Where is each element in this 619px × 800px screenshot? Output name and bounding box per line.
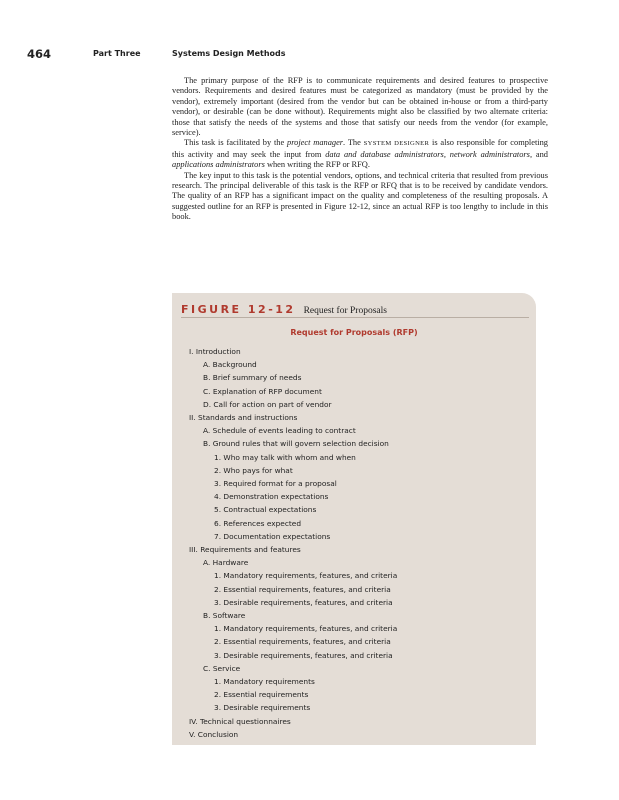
page-number: 464 — [27, 47, 52, 61]
p2-text-e: when writing the RFP or RFQ. — [264, 160, 370, 170]
role-project-manager: project manager — [287, 138, 344, 148]
figure-box — [172, 293, 536, 745]
outline-item: 2. Essential requirements, features, and criteria — [214, 637, 391, 647]
outline-item: C. Service — [203, 663, 241, 673]
part-label: Part Three — [93, 49, 141, 58]
outline-item: A. Hardware — [203, 558, 249, 568]
outline-item: 2. Essential requirements, features, and criteria — [214, 584, 391, 594]
figure-divider — [181, 317, 529, 318]
figure-title: Request for Proposals — [303, 306, 387, 316]
figure-number: FIGURE 12-12 — [181, 303, 296, 316]
outline-item: 1. Who may talk with whom and when — [214, 452, 356, 462]
outline-item: 2. Who pays for what — [214, 465, 293, 475]
outline-item: 3. Desirable requirements, features, and criteria — [214, 597, 393, 607]
section-title: Systems Design Methods — [172, 49, 286, 58]
outline-item: I. Introduction — [189, 347, 241, 356]
outline-item: II. Standards and instructions — [189, 413, 298, 423]
rfp-outline — [172, 345, 536, 741]
p2-text-c: is also responsible for completing this activity and may seek the input from — [172, 138, 548, 159]
outline-item: 1. Mandatory requirements, features, and criteria — [214, 624, 398, 634]
outline-item: III. Requirements and features — [189, 545, 301, 555]
outline-item: A. Schedule of events leading to contract — [203, 426, 356, 436]
outline-item: 3. Required format for a proposal — [214, 479, 337, 489]
role-system-designer: SYSTEM DESIGNER — [363, 140, 430, 148]
outline-item: 1. Mandatory requirements, features, and criteria — [214, 571, 398, 581]
figure-subtitle: Request for Proposals (RFP) — [290, 328, 418, 337]
outline-item: 5. Contractual expectations — [214, 505, 317, 515]
outline-item: C. Explanation of RFP document — [203, 386, 322, 396]
body-text — [172, 76, 548, 223]
role-data-network-admins: data and database administrators, network administrators, — [325, 149, 533, 159]
outline-item: 4. Demonstration expectations — [214, 492, 329, 502]
p2-text-b: . The — [343, 138, 364, 148]
outline-item: A. Background — [203, 360, 257, 370]
outline-item: 3. Desirable requirements, features, and criteria — [214, 650, 393, 660]
outline-item: 1. Mandatory requirements — [214, 677, 315, 687]
outline-item: 3. Desirable requirements — [214, 703, 311, 713]
page-header — [27, 47, 587, 63]
outline-item: D. Call for action on part of vendor — [203, 399, 332, 409]
outline-item: V. Conclusion — [189, 729, 239, 739]
paragraph-2 — [172, 138, 548, 170]
figure-header — [181, 300, 387, 316]
p2-text-d: and — [532, 149, 548, 159]
role-applications-admins: applications administrators — [172, 160, 265, 170]
outline-item: B. Ground rules that will govern selection decision — [203, 439, 389, 449]
outline-item: 7. Documentation expectations — [214, 531, 331, 541]
outline-item: IV. Technical questionnaires — [189, 716, 291, 726]
p2-text-a: This task is facilitated by the — [184, 138, 288, 148]
outline-item: 6. References expected — [214, 518, 302, 528]
outline-item: B. Software — [203, 611, 246, 621]
outline-item: 2. Essential requirements — [214, 690, 309, 700]
paragraph-1: The primary purpose of the RFP is to communicate requirements and desired features to prospective vendors. Requirements and desired features must be categorized as mandatory (must be provided by the vendor), extremely important (desired from the vendor but can be obtained in-house or from a third-party vendor), or desirable (can be done without). Requirements might also be classified by two alternate criteria: those that satisfy the needs of the systems and those that satisfy our needs from the vendor (for example, service). — [172, 76, 548, 138]
outline-item: B. Brief summary of needs — [203, 373, 302, 383]
paragraph-3: The key input to this task is the potential vendors, options, and technical criteria that resulted from previous research. The principal deliverable of this task is the RFP or RFQ that is to be received by candidate vendors. The quality of an RFP has a significant impact on the quality and completeness of the resulting proposals. A suggested outline for an RFP is presented in Figure 12-12, since an actual RFP is too lengthy to include in this book. — [172, 170, 548, 222]
